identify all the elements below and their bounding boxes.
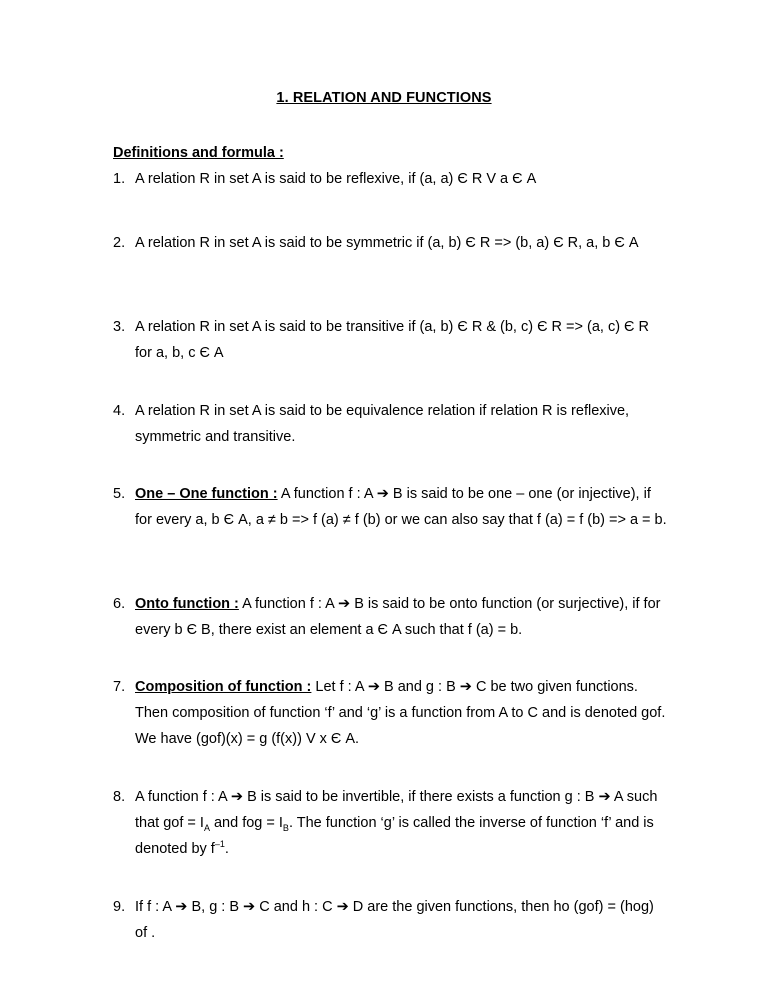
list-item-6 xyxy=(113,591,668,643)
list-item-9 xyxy=(113,894,668,946)
item-number: 4. xyxy=(113,403,126,419)
list-item-2 xyxy=(113,230,668,256)
superscript: –1 xyxy=(214,839,225,850)
definition-text-part: A function f : A ➔ B is said to be invertible, if there exists a function g : B ➔ A such that gof = I xyxy=(135,789,658,831)
item-text: A relation R in set A is said to be symmetric if (a, b) Є R => (b, a) Є R, a, b Є A xyxy=(135,235,639,251)
item-text xyxy=(135,481,668,533)
item-number: 9. xyxy=(113,899,126,915)
definition-text: A function f : A ➔ B is said to be onto function (or surjective), if for every b Є B, there exist an element a Є A such that f (a) = b. xyxy=(135,596,661,638)
subscript: A xyxy=(203,822,210,833)
definition-text-part: . xyxy=(224,841,229,857)
item-number: 5. xyxy=(113,486,126,502)
item-text: A relation R in set A is said to be reflexive, if (a, a) Є R V a Є A xyxy=(135,171,537,187)
item-text xyxy=(135,784,668,862)
item-number: 3. xyxy=(113,319,126,335)
item-text xyxy=(135,591,668,643)
list-item-7 xyxy=(113,674,668,752)
list-item-1 xyxy=(113,166,668,192)
item-number: 2. xyxy=(113,235,126,251)
item-number: 8. xyxy=(113,789,126,805)
item-text: A relation R in set A is said to be equivalence relation if relation R is reflexive, symmetric and transitive. xyxy=(135,403,630,445)
definition-text: Let f : A ➔ B and g : B ➔ C be two given functions. Then composition of function ‘f’ and ‘g’ is a function from A to C and is denoted gof. We have (gof)(x) = g (f(x)) V x Є A. xyxy=(135,679,666,747)
item-text xyxy=(135,674,668,752)
section-heading: Definitions and formula : xyxy=(113,145,284,161)
list-item-5 xyxy=(113,481,668,533)
definition-text-part: . The function ‘g’ is called the inverse of function ‘f’ and is denoted by f xyxy=(135,815,654,857)
item-number: 1. xyxy=(113,171,126,187)
item-text: A relation R in set A is said to be transitive if (a, b) Є R & (b, c) Є R => (a, c) Є R for a, b, c Є A xyxy=(135,319,649,361)
definition-text-part: and fog = I xyxy=(209,815,283,831)
list-item-3 xyxy=(113,314,668,366)
term-keyword: Composition of function : xyxy=(135,679,312,695)
definition-text: A function f : A ➔ B is said to be one – one (or injective), if for every a, b Є A, a ≠ b => f (a) ≠ f (b) or we can also say that f (a) = f (b) => a = b. xyxy=(135,486,667,528)
item-number: 7. xyxy=(113,679,126,695)
term-keyword: Onto function : xyxy=(135,596,239,612)
term-keyword: One – One function : xyxy=(135,486,278,502)
item-text: If f : A ➔ B, g : B ➔ C and h : C ➔ D are the given functions, then ho (gof) = (hog) of . xyxy=(135,899,654,941)
page-title: 1. RELATION AND FUNCTIONS xyxy=(276,90,492,106)
item-number: 6. xyxy=(113,596,126,612)
subscript: B xyxy=(282,822,289,833)
list-item-8 xyxy=(113,784,668,862)
list-item-4 xyxy=(113,398,668,450)
